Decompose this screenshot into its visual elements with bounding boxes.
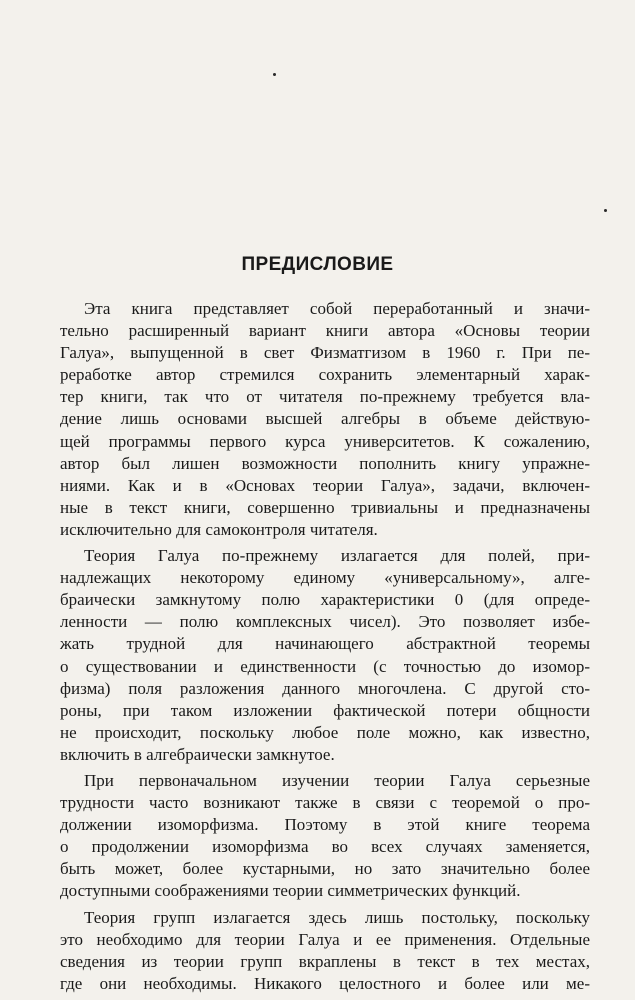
- text-line: это необходимо для теории Галуа и ее применения. Отдельные: [60, 929, 590, 949]
- paragraph: [60, 770, 590, 903]
- text-line: Галуа», выпущенной в свет Физматгизом в 1960 г. При пе-: [60, 343, 590, 363]
- text-line: роны, при таком изложении фактической потери общности: [60, 700, 590, 720]
- page-title: ПРЕДИСЛОВИЕ: [241, 254, 394, 275]
- text-line: При первоначальном изучении теории Галуа серьезные: [84, 770, 590, 790]
- text-line: ниями. Как и в «Основах теории Галуа», задачи, включен-: [60, 475, 590, 495]
- text-line: о существовании и единственности (с точностью до изомор-: [60, 656, 590, 676]
- text-line: не происходит, поскольку любое поле можно, как известно,: [60, 722, 590, 742]
- text-line: должении изоморфизма. Поэтому в этой книге теорема: [60, 815, 590, 835]
- stray-mark-right: [604, 209, 607, 212]
- text-line: тельно расширенный вариант книги автора «Основы теории: [60, 321, 590, 341]
- text-line: исключительно для самоконтроля читателя.: [60, 519, 378, 539]
- text-line: Теория групп излагается здесь лишь постольку, поскольку: [84, 907, 590, 927]
- text-line: сведения из теории групп вкраплены в текст в тех местах,: [60, 951, 590, 971]
- text-line: доступными соображениями теории симметрических функций.: [60, 881, 521, 901]
- text-line: реработке автор стремился сохранить элементарный харак-: [60, 365, 590, 385]
- text-line: щей программы первого курса университетов. К сожалению,: [60, 431, 590, 451]
- text-line: Теория Галуа по-прежнему излагается для полей, при-: [84, 546, 590, 566]
- text-line: тер книги, так что от читателя по-прежнему требуется вла-: [60, 387, 590, 407]
- stray-mark-top: [273, 73, 276, 76]
- text-line: физма) поля разложения данного многочлена. С другой сто-: [60, 678, 590, 698]
- text-line: дение лишь основами высшей алгебры в объеме действую-: [60, 409, 590, 429]
- text-line: включить в алгебраически замкнутое.: [60, 744, 335, 764]
- paragraph: [60, 298, 590, 541]
- paragraph: [60, 907, 590, 995]
- text-line: жать трудной для начинающего абстрактной теоремы: [60, 634, 590, 654]
- preface-body: [60, 298, 590, 999]
- text-line: о продолжении изоморфизма во всех случаях заменяется,: [60, 837, 590, 857]
- text-line: ные в текст книги, совершенно тривиальны и предназначены: [60, 497, 590, 517]
- paragraph: [60, 545, 590, 766]
- text-line: Эта книга представляет собой переработанный и значи-: [84, 299, 590, 318]
- text-line: надлежащих некоторому единому «универсальному», алге-: [60, 568, 590, 588]
- text-line: автор был лишен возможности пополнить книгу упражне-: [60, 453, 590, 473]
- text-line: быть может, более кустарными, но зато значительно более: [60, 859, 590, 879]
- text-line: где они необходимы. Никакого целостного и более или ме-: [60, 973, 590, 993]
- text-line: ленности — полю комплексных чисел). Это позволяет избе-: [60, 612, 590, 632]
- text-line: браически замкнутому полю характеристики 0 (для опреде-: [60, 590, 590, 610]
- text-line: трудности часто возникают также в связи с теоремой о про-: [60, 793, 590, 813]
